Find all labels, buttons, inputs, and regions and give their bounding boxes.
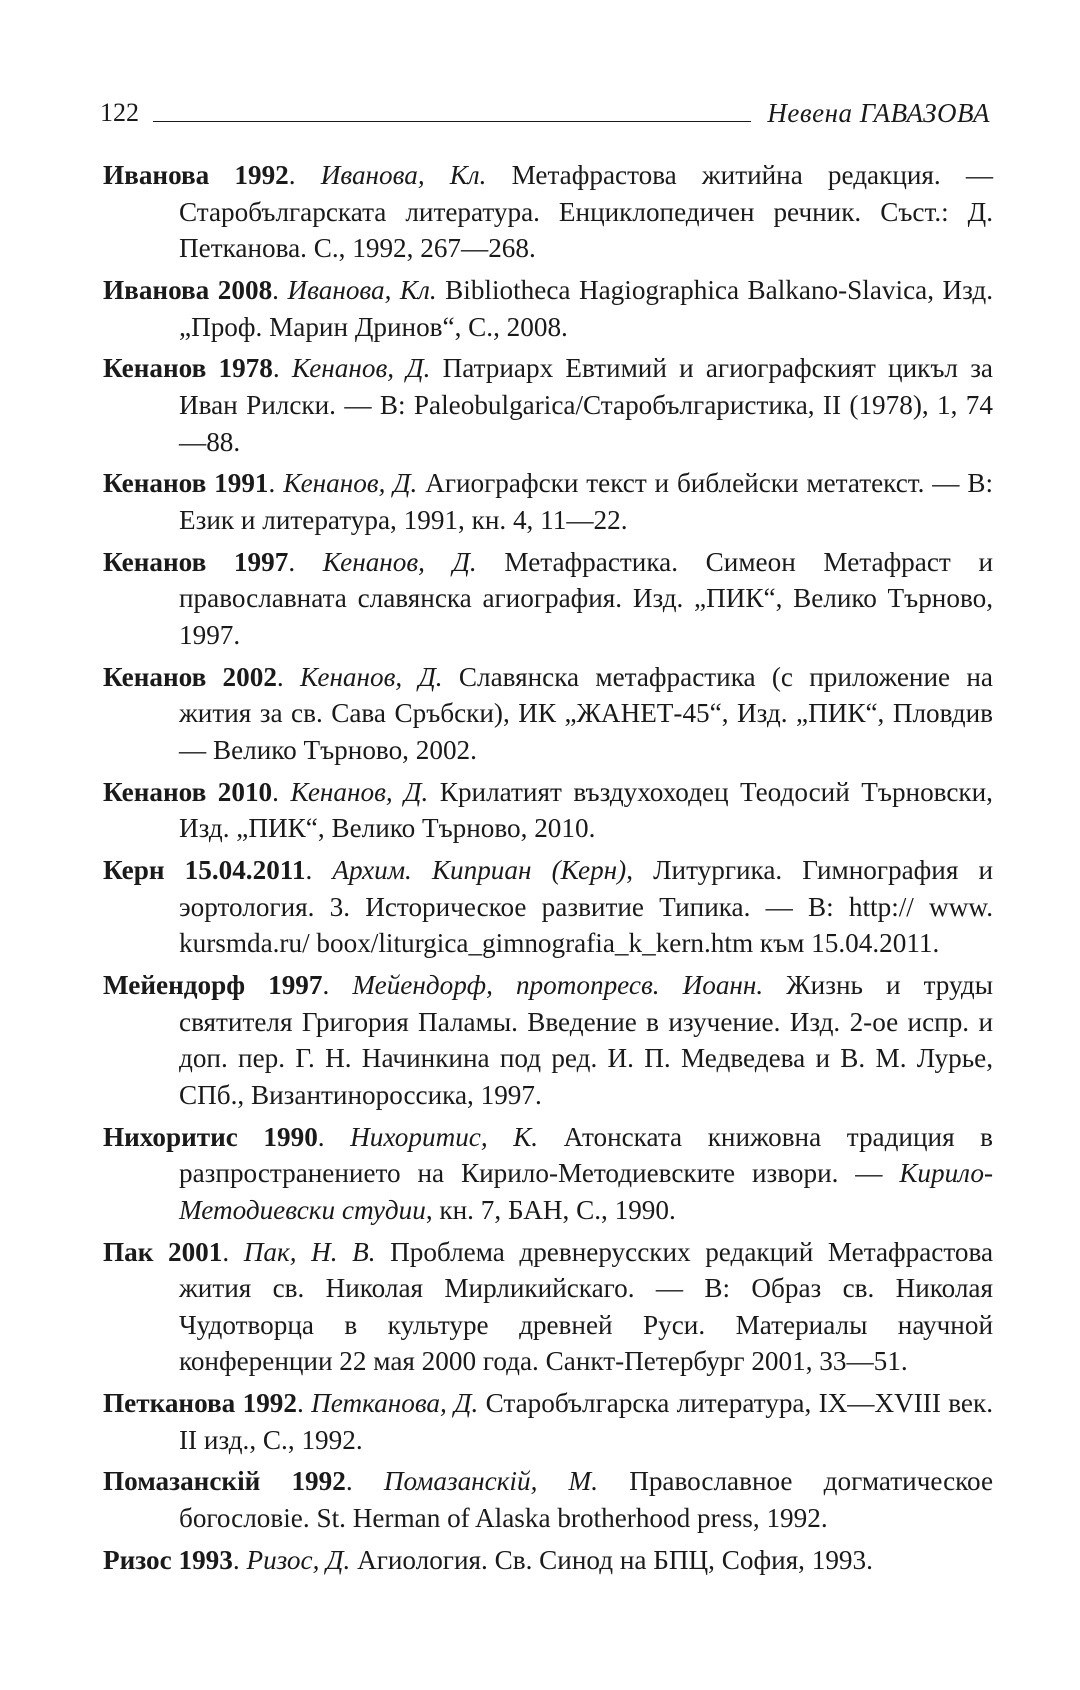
entry-text: Православное догматическое богословіе. St. Herman of Alaska brotherhood press, 1992. xyxy=(179,1466,994,1534)
entry-author: Помазанскій, М. xyxy=(383,1466,599,1497)
entry-text: Bibliotheca Hagiographica Balkano-Slavica, Изд. „Проф. Марин Дринов“, С., 2008. xyxy=(179,274,994,342)
running-head-author: Невена ГАВАЗОВА xyxy=(767,98,990,128)
entry-text: Метафрастова житийна редакция. — Старобългарската литература. Енциклопедичен речник. Съст.: Д. Петканова. С., 1992, 267—268. xyxy=(179,160,994,264)
entry-separator: . xyxy=(268,468,284,499)
entry-author: Архим. Киприан (Керн) xyxy=(332,855,627,885)
bibliography-entry xyxy=(103,1385,993,1458)
entry-text: Крилатият въздухоходец Теодосий Търновски, Изд. „ПИК“, Велико Търново, 2010. xyxy=(179,776,993,844)
entry-author: Иванова, Кл. xyxy=(320,160,487,190)
entry-author: Кенанов, Д. xyxy=(290,776,429,807)
entry-key: Иванова 2008 xyxy=(103,274,273,305)
entry-text-tail: , кн. 7, БАН, С., 1990. xyxy=(425,1194,676,1225)
entry-author: Ризос, Д. xyxy=(246,1544,351,1575)
entry-text: Агиология. Св. Синод на БПЦ, София, 1993. xyxy=(350,1544,873,1575)
entry-author: Мейендорф, протопресв. Иоанн. xyxy=(352,969,764,1000)
entry-author: Нихоритис, К. xyxy=(350,1121,539,1152)
entry-key: Кенанов 1991 xyxy=(103,468,269,499)
entry-series: Кирило-Методиевски студии xyxy=(179,1158,993,1225)
entry-key: Керн 15.04.2011 xyxy=(103,855,306,885)
entry-key: Ризос 1993 xyxy=(103,1544,233,1575)
entry-separator: . xyxy=(288,160,321,190)
bibliography-entry xyxy=(103,157,993,267)
entry-text: Жизнь и труды святителя Григория Паламы. Введение в изучение. Изд. 2-ое испр. и доп. пер. Г. Н. Начинкина под ред. И. П. Медведева и В. М. Лурье, СПб., Византинороссика, 1997. xyxy=(179,969,994,1110)
entry-author: Пак, Н. В. xyxy=(243,1236,376,1267)
bibliography-entry xyxy=(103,967,993,1113)
header-rule xyxy=(153,121,751,122)
entry-key: Кенанов 1978 xyxy=(103,353,273,384)
entry-author: Кенанов, Д. xyxy=(283,468,418,499)
entry-text: Старобългарска литература, IX—XVIII век. II изд., С., 1992. xyxy=(179,1388,993,1455)
bibliography-entry xyxy=(103,272,993,345)
entry-key: Кенанов 1997 xyxy=(103,546,289,577)
entry-text: Атонската книжовна традиция в разпространението на Кирило-Методиевските извори. — xyxy=(179,1121,994,1189)
entry-separator: . xyxy=(232,1544,247,1575)
entry-key: Нихоритис 1990 xyxy=(103,1121,318,1152)
entry-separator: . xyxy=(317,1121,351,1152)
entry-separator: . xyxy=(288,546,323,577)
entry-separator: . xyxy=(345,1466,384,1497)
entry-key: Кенанов 2010 xyxy=(103,776,273,807)
bibliography-entry xyxy=(103,465,993,538)
running-head xyxy=(100,92,990,128)
entry-text: Славянска метафрастика (с приложение на жития за св. Сава Сръбски), ИК „ЖАНЕТ-45“, Изд. „ПИК“, Пловдив — Велико Търново, 2002. xyxy=(179,661,993,765)
page-number: 122 xyxy=(100,98,139,127)
entry-key: Помазанскій 1992 xyxy=(103,1466,346,1497)
entry-key: Пак 2001 xyxy=(103,1236,223,1267)
entry-author: Петканова, Д. xyxy=(311,1388,479,1419)
entry-author: Кенанов, Д. xyxy=(291,353,431,384)
bibliography-entry xyxy=(103,774,993,847)
entry-text: Метафрастика. Симеон Метафраст и православната славянска агиография. Изд. „ПИК“, Велико Търново, 1997. xyxy=(179,546,993,650)
entry-key: Петканова 1992 xyxy=(103,1388,297,1419)
bibliography-entry xyxy=(103,1119,993,1229)
entry-author: Кенанов, Д. xyxy=(300,661,443,692)
entry-separator: . xyxy=(272,776,291,807)
entry-separator: . xyxy=(272,353,292,384)
entry-author: Кенанов, Д. xyxy=(322,546,477,577)
entry-separator: . xyxy=(272,274,288,305)
entry-text: , Литургика. Гимнография и эортология. 3. Историческое развитие Типика. — В: http:// www. kursmda.ru/ boox/liturgica_gimnografia_k_kern.htm към 15.04.2011. xyxy=(179,855,994,959)
bibliography-entry xyxy=(103,1234,993,1380)
entry-text: Патриарх Евтимий и агиографският цикъл за Иван Рилски. — В: Paleobulgarica/Старобългаристика, II (1978), 1, 74—88. xyxy=(179,353,993,457)
entry-key: Иванова 1992 xyxy=(103,160,289,190)
entry-separator: . xyxy=(222,1236,244,1267)
entry-author: Иванова, Кл. xyxy=(287,274,437,305)
entry-separator: . xyxy=(305,855,333,885)
bibliography-entry xyxy=(103,1463,993,1536)
entry-separator: . xyxy=(322,969,353,1000)
entry-key: Мейендорф 1997 xyxy=(103,969,323,1000)
bibliography-entry xyxy=(103,1542,993,1579)
bibliography-entry xyxy=(103,659,993,769)
entry-text: Агиографски текст и библейски метатекст. — В: Език и литература, 1991, кн. 4, 11—22. xyxy=(179,468,994,535)
bibliography-entry xyxy=(103,350,993,460)
bibliography-entry xyxy=(103,852,993,962)
entry-key: Кенанов 2002 xyxy=(103,661,277,692)
bibliography-list xyxy=(103,157,993,1584)
entry-separator: . xyxy=(296,1388,312,1419)
bibliography-entry xyxy=(103,544,993,654)
entry-separator: . xyxy=(276,661,300,692)
entry-text: Проблема древнерусских редакций Метафрастова жития св. Николая Мирликийскаго. — В: Образ св. Николая Чудотворца в культуре древней Руси. Материалы научной конференции 22 мая 2000 года. Санкт-Петербург 2001, 33—51. xyxy=(179,1236,994,1377)
